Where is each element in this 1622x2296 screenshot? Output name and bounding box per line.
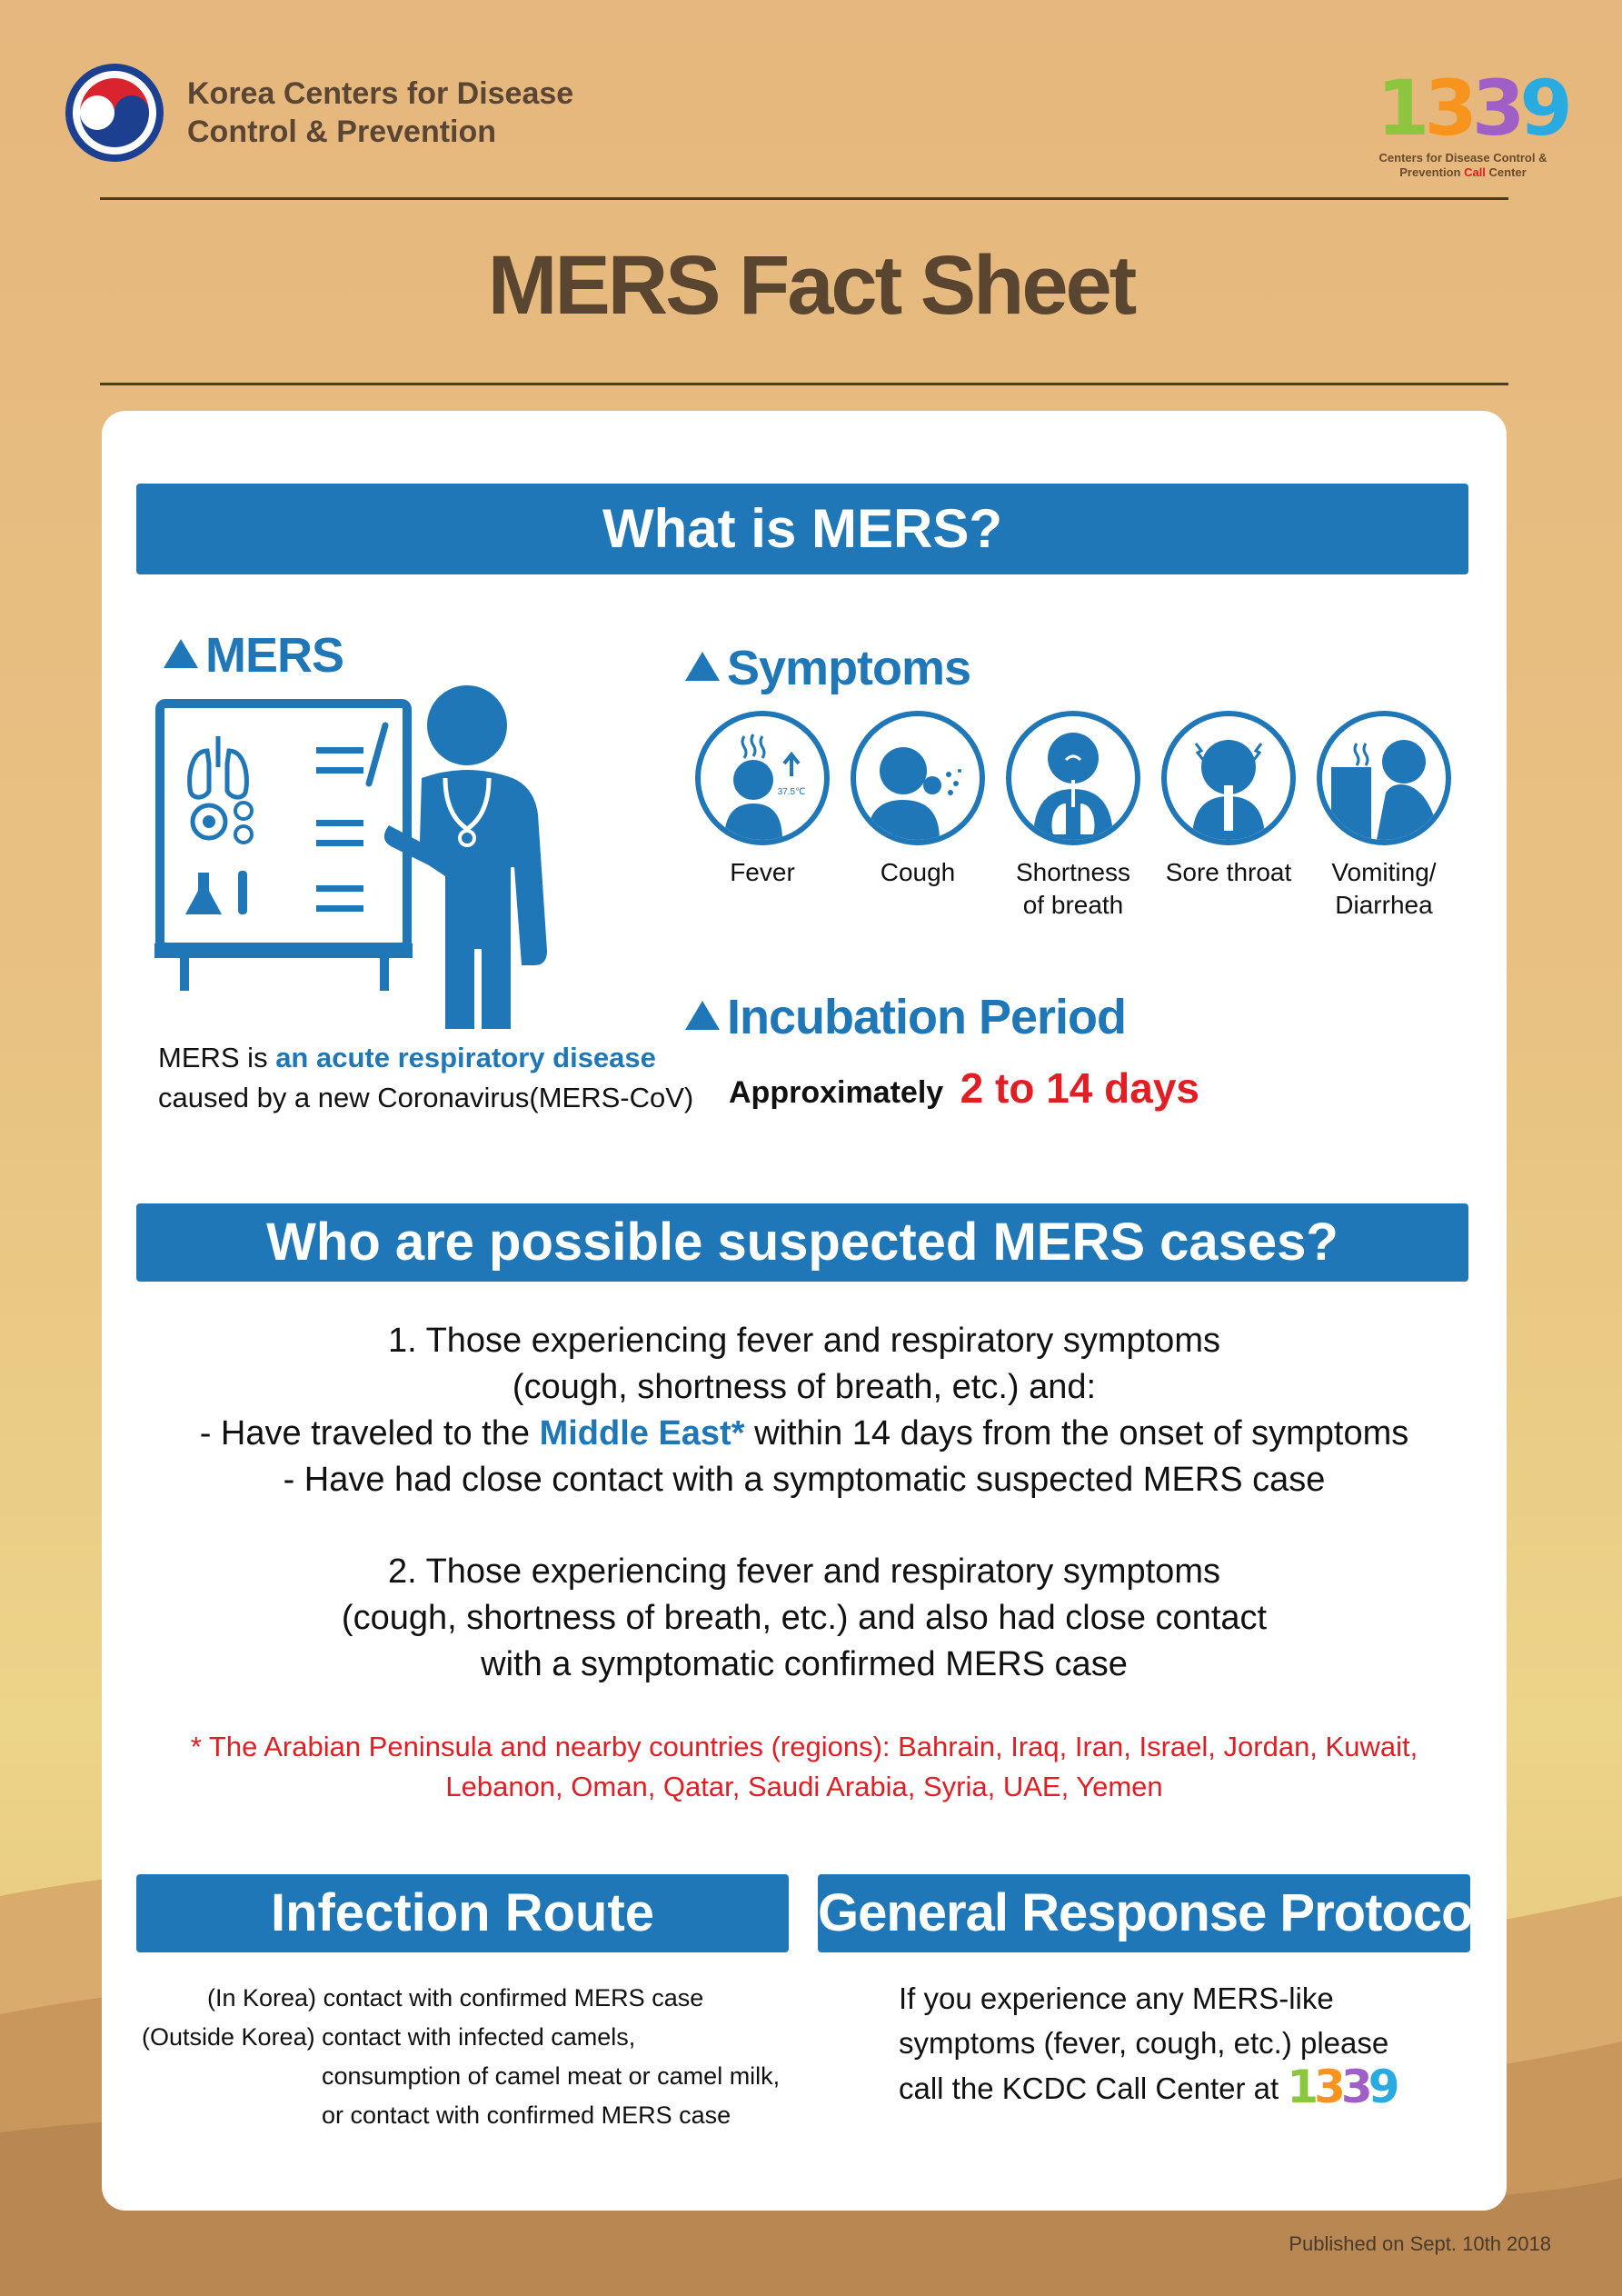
incubation-period <box>729 1063 1199 1113</box>
callcenter-caption-line2: Prevention Call Center <box>1399 165 1527 179</box>
infection-route-korea: (In Korea) contact with confirmed MERS case <box>207 1984 704 2011</box>
what-is-mers-band <box>136 484 1468 574</box>
page-title: MERS Fact Sheet <box>487 239 1135 332</box>
case2-line2: (cough, shortness of breath, etc.) and also had close contact <box>341 1599 1268 1637</box>
triangle-marker-icon <box>685 652 720 681</box>
callcenter-number: 1339 <box>1377 64 1567 153</box>
protocol-line3: call the KCDC Call Center at 1339 <box>899 2061 1396 2113</box>
case1-line4: - Have had close contact with a symptomatic suspected MERS case <box>283 1461 1326 1499</box>
mers-description-line1: MERS is an acute respiratory disease <box>158 1042 656 1073</box>
footnote-line2: Lebanon, Oman, Qatar, Saudi Arabia, Syria, UAE, Yemen <box>445 1771 1163 1802</box>
suspected-cases-list <box>102 1318 1507 1688</box>
infection-route-band <box>136 1874 789 1952</box>
infection-route-line4: or contact with confirmed MERS case <box>322 2101 731 2129</box>
mers-heading: MERS <box>164 627 343 684</box>
callcenter-1339-logo <box>1368 64 1567 185</box>
symptom-label: Shortness of breath <box>1015 858 1131 919</box>
symptom-cough <box>841 711 995 889</box>
symptom-label: Cough <box>880 858 956 886</box>
mers-description-line2: caused by a new Coronavirus(MERS-CoV) <box>158 1082 694 1113</box>
infection-route-title: Infection Route <box>270 1883 655 1942</box>
response-protocol-band <box>818 1874 1487 1952</box>
fact-card <box>102 411 1507 2211</box>
case2-line3: with a symptomatic confirmed MERS case <box>481 1645 1128 1683</box>
taegeuk-icon <box>65 64 164 162</box>
triangle-marker-icon <box>685 1001 720 1030</box>
org-name-line1: Korea Centers for Disease <box>187 76 574 111</box>
kcdc-taegeuk-logo <box>65 64 164 162</box>
vomiting-icon <box>1317 711 1451 845</box>
symptom-label: Sore throat <box>1165 858 1292 886</box>
symptom-label: Vomiting/ Diarrhea <box>1331 858 1437 919</box>
symptom-label: Fever <box>730 858 795 886</box>
doctor-presenting-illustration <box>153 684 552 1029</box>
symptom-vomiting <box>1307 711 1461 922</box>
symptom-shortness-of-breath <box>996 711 1150 922</box>
symptom-sore-throat <box>1151 711 1306 889</box>
cough-icon <box>851 711 985 845</box>
org-name <box>187 75 573 151</box>
suspected-cases-title: Who are possible suspected MERS cases? <box>266 1213 1338 1272</box>
incubation-value: 2 to 14 days <box>960 1064 1199 1112</box>
case1-line3: - Have traveled to the Middle East* within 14 days from the onset of symptoms <box>199 1414 1409 1452</box>
response-protocol-text <box>899 1976 1396 2111</box>
callcenter-caption <box>1368 151 1558 180</box>
middle-east-highlight: Middle East* <box>539 1414 745 1452</box>
callcenter-1339-inline-logo: 1339 <box>1287 2061 1396 2113</box>
divider-top <box>100 197 1508 200</box>
callcenter-caption-line1: Centers for Disease Control & <box>1378 151 1547 165</box>
case1-line1: 1. Those experiencing fever and respiratory symptoms <box>388 1322 1220 1360</box>
middle-east-footnote <box>102 1727 1507 1807</box>
mers-description <box>158 1038 693 1118</box>
header <box>0 0 1622 400</box>
incubation-heading: Incubation Period <box>685 989 1126 1045</box>
incubation-prefix: Approximately <box>729 1075 944 1110</box>
fever-icon <box>695 711 830 845</box>
temperature-text: 37.5℃ <box>777 787 806 797</box>
lungs-icon <box>1006 711 1140 845</box>
case2-line1: 2. Those experiencing fever and respiratory symptoms <box>388 1552 1220 1591</box>
case1-line2: (cough, shortness of breath, etc.) and: <box>512 1368 1097 1406</box>
infection-route-outside: (Outside Korea) contact with infected camels, <box>142 2023 636 2051</box>
published-date: Published on Sept. 10th 2018 <box>1289 2232 1551 2255</box>
infection-route-line3: consumption of camel meat or camel milk, <box>322 2062 781 2090</box>
symptoms-heading: Symptoms <box>685 640 970 696</box>
suspected-cases-band <box>136 1203 1468 1282</box>
protocol-line2: symptoms (fever, cough, etc.) please <box>899 2026 1389 2060</box>
symptom-fever <box>685 711 840 889</box>
sore-throat-icon <box>1161 711 1296 845</box>
divider-bottom <box>100 383 1508 385</box>
org-name-line2: Control & Prevention <box>187 115 497 149</box>
protocol-line1: If you experience any MERS-like <box>899 1982 1334 2015</box>
response-protocol-title: General Response Protocol <box>818 1883 1487 1942</box>
mers-description-highlight: an acute respiratory disease <box>275 1042 656 1073</box>
footnote-line1: * The Arabian Peninsula and nearby countries (regions): Bahrain, Iraq, Iran, Israel, Jordan, Kuwait, <box>190 1731 1418 1762</box>
what-is-mers-title: What is MERS? <box>602 498 1002 559</box>
triangle-marker-icon <box>164 639 198 668</box>
